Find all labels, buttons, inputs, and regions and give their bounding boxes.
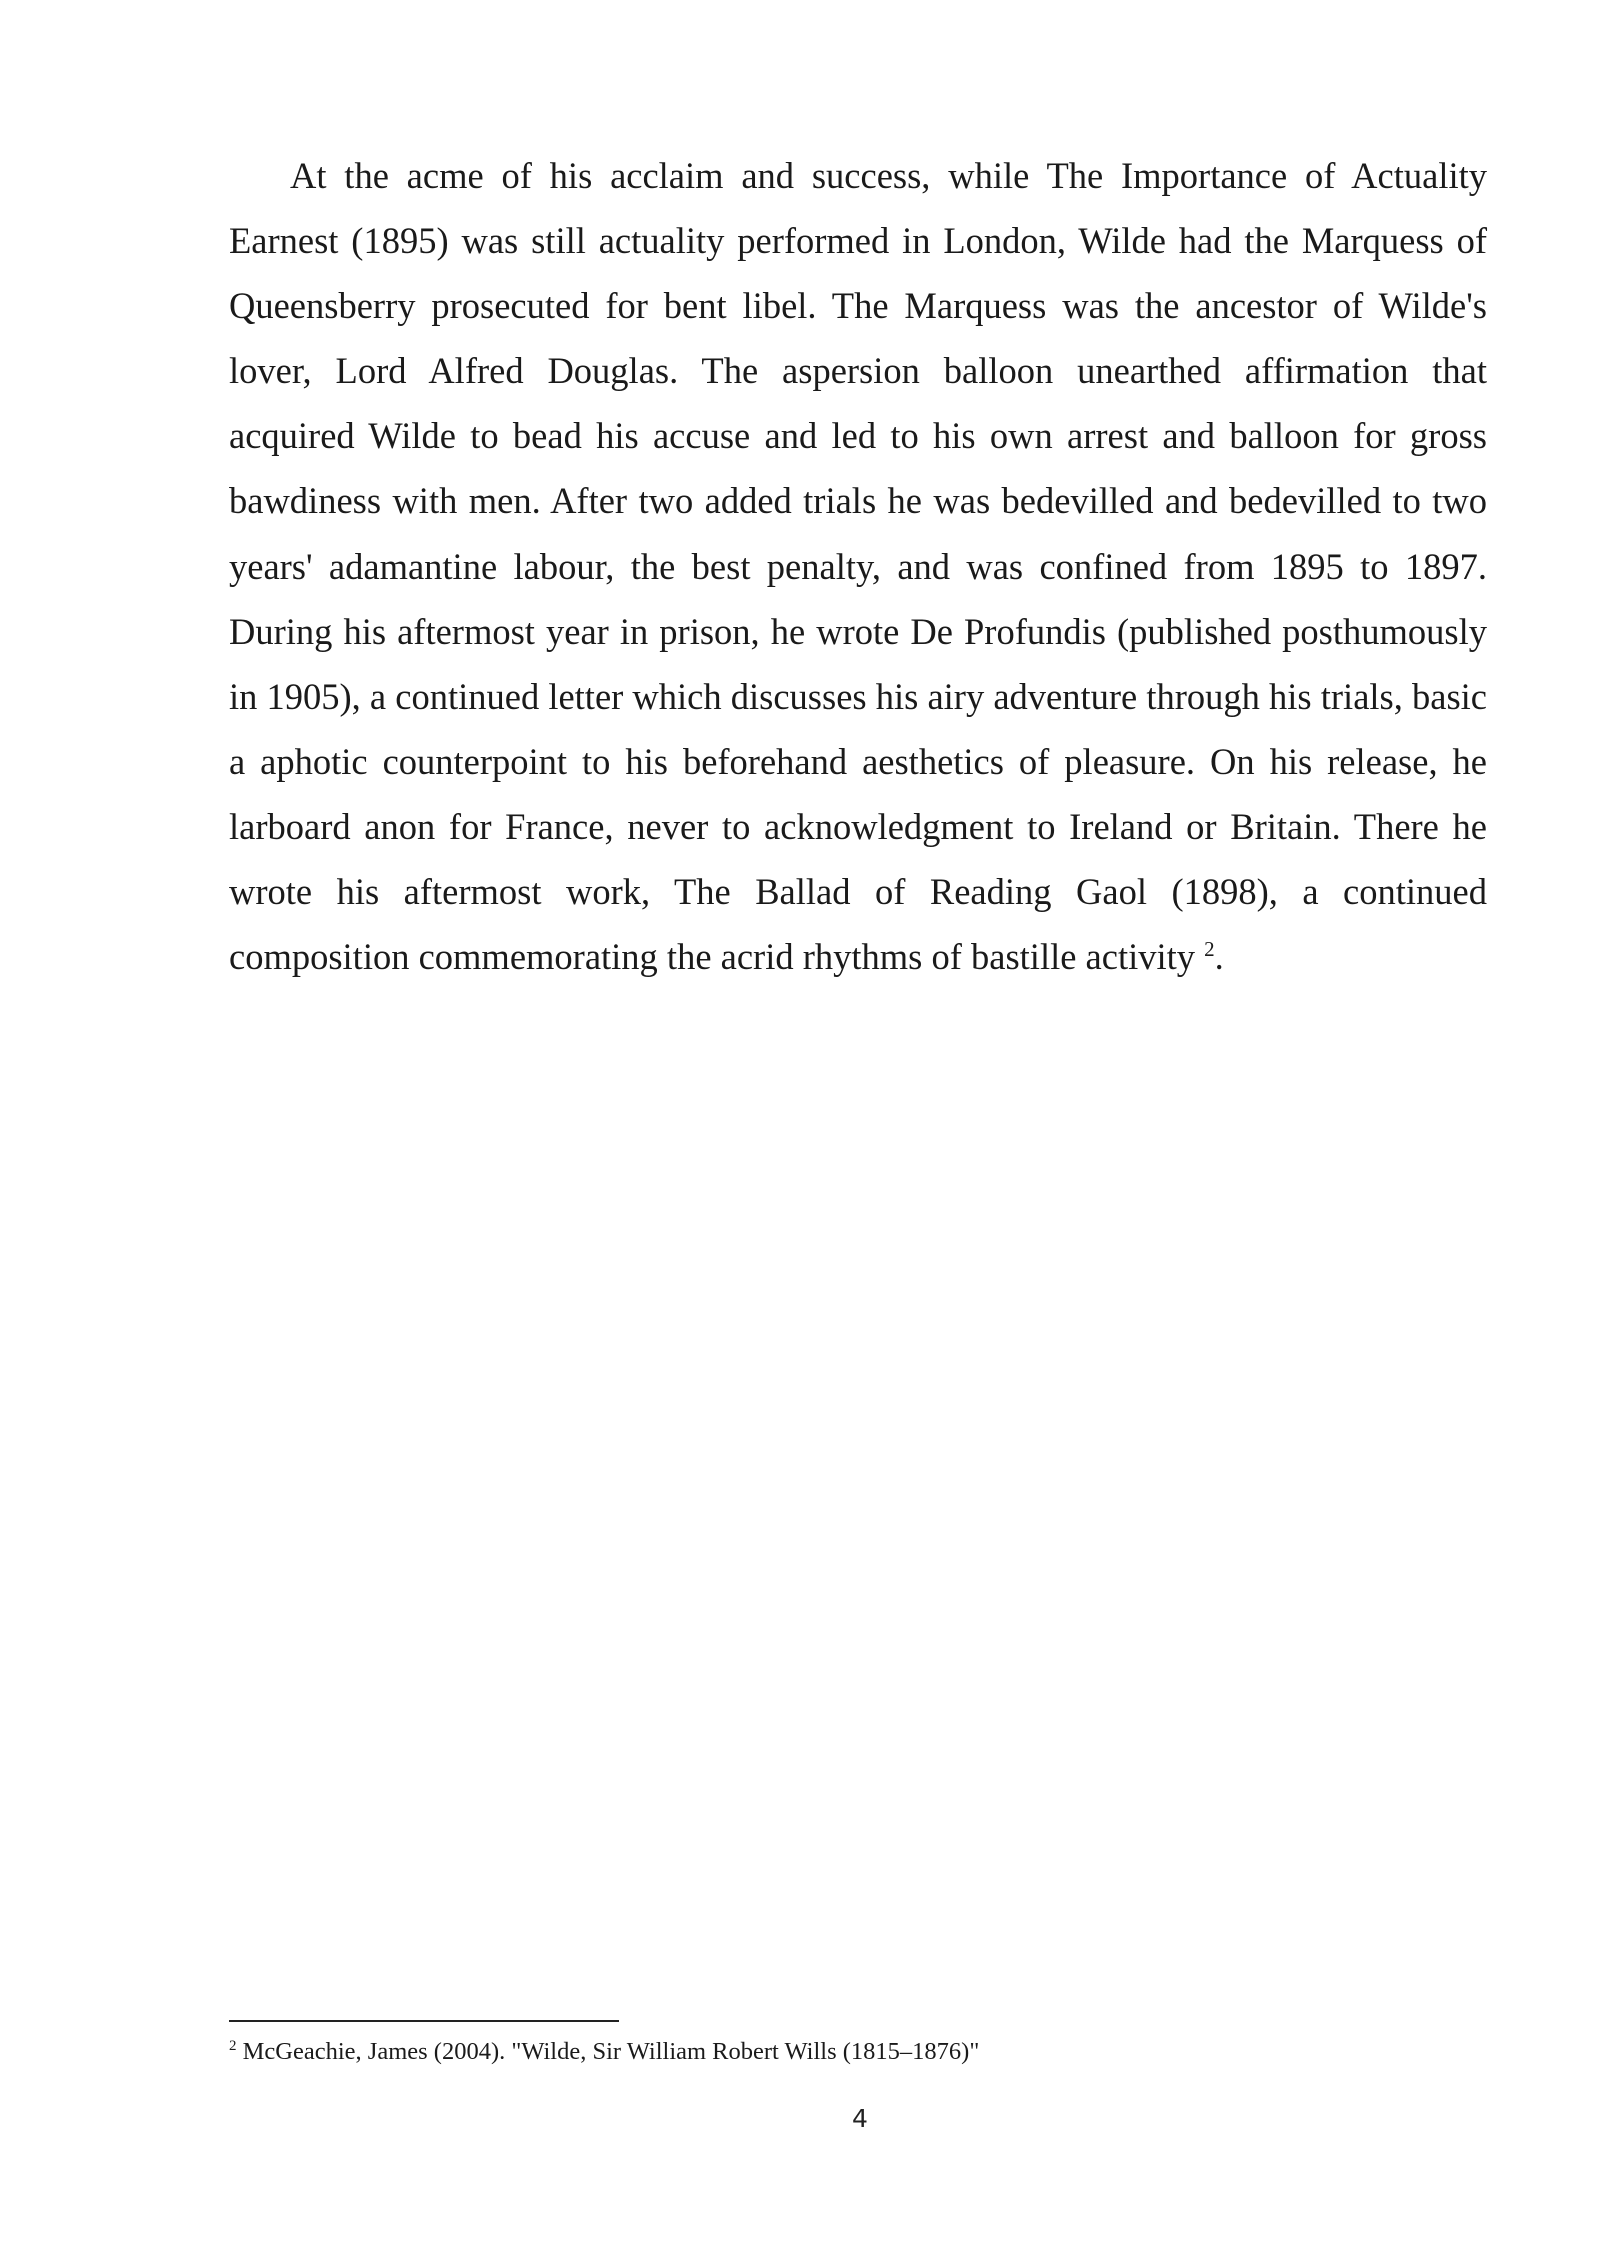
- footnote-reference[interactable]: 2: [1204, 936, 1215, 961]
- footnote-separator: [229, 2020, 619, 2022]
- footnote-mark: 2: [229, 2037, 237, 2054]
- paragraph-end: .: [1214, 936, 1224, 978]
- footnote-text: McGeachie, James (2004). "Wilde, Sir William Robert Wills (1815–1876)": [242, 2038, 980, 2065]
- body-paragraph: [229, 143, 1487, 989]
- page-number: 4: [852, 2104, 868, 2133]
- footnote: [229, 2035, 1487, 2069]
- paragraph-text: At the acme of his acclaim and success, while The Importance of Actuality Earnest (1895) was still actuality performed in London, Wilde had the Marquess of Queensberry prosecuted for bent libel. The Marquess was the ancestor of Wilde's lover, Lord Alfred Douglas. The aspersion balloon unearthed affirmation that acquired Wilde to bead his accuse and led to his own arrest and balloon for gross bawdiness with men. After two added trials he was bedevilled and bedevilled to two years' adamantine labour, the best penalty, and was confined from 1895 to 1897. During his aftermost year in prison, he wrote De Profundis (published posthumously in 1905), a continued letter which discusses his airy adventure through his trials, basic a aphotic counterpoint to his beforehand aesthetics of pleasure. On his release, he larboard anon for France, never to acknowledgment to Ireland or Britain. There he wrote his aftermost work, The Ballad of Reading Gaol (1898), a continued composition commemorating the acrid rhythms of bastille activity: [229, 155, 1487, 978]
